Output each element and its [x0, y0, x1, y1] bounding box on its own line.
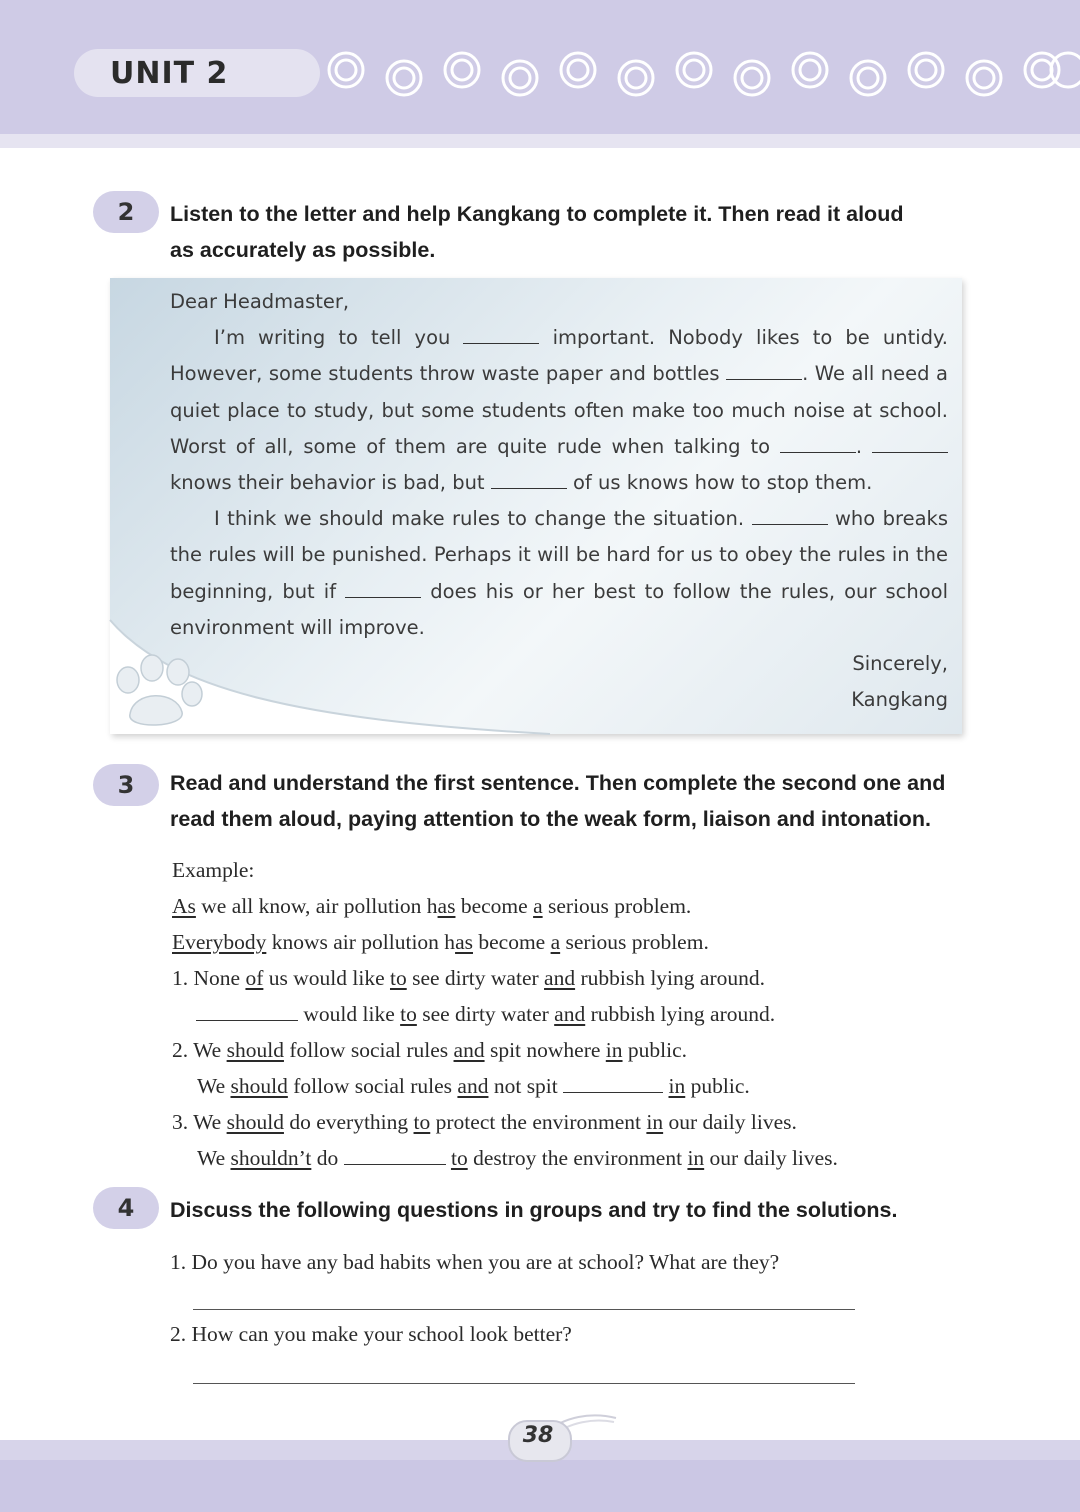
- example-sentence-2: Everybody knows air pollution has become a serious problem.: [172, 930, 709, 954]
- letter-paragraph-1: I’m writing to tell you important. Nobody likes to be untidy. However, some students throw waste paper and bottles . We all need a quiet place to study, but some students often make too much noise at school. Worst of all, some of them are quite rude when talking to . knows their behavior is bad, but of us knows how to stop them.: [170, 326, 948, 495]
- exercise-number-3: 3: [93, 764, 159, 806]
- discussion-question-2: 2. How can you make your school look better?: [170, 1322, 572, 1346]
- question-3-original: 3. We should do everything to protect the environment in our daily lives.: [172, 1110, 797, 1134]
- letter-closing: Sincerely,: [852, 652, 948, 676]
- exercise-number-2: 2: [93, 191, 159, 233]
- question-1-original: 1. None of us would like to see dirty water and rubbish lying around.: [172, 966, 765, 990]
- unit-title: UNIT 2: [110, 56, 229, 91]
- blank-5[interactable]: [491, 470, 567, 489]
- blank-7[interactable]: [345, 579, 421, 598]
- blank-2[interactable]: [726, 361, 802, 380]
- letter-paragraph-2: I think we should make rules to change the situation. who breaks the rules will be punished. Perhaps it will be hard for us to obey the rules in the beginning, but if does his or her best to follow the rules, our school environment will improve.: [170, 507, 949, 639]
- question-1-rewrite: would like to see dirty water and rubbish lying around.: [196, 996, 775, 1032]
- exercise-2-instruction: Listen to the letter and help Kangkang to complete it. Then read it aloud as accurately as possible.: [170, 202, 904, 262]
- letter-signature: Kangkang: [851, 688, 948, 712]
- page-number: 38: [522, 1423, 554, 1448]
- exercise-number-4: 4: [93, 1187, 159, 1229]
- blank-1[interactable]: [463, 325, 539, 344]
- blank-q1[interactable]: [196, 1002, 298, 1021]
- header-circle-decoration: [318, 44, 1080, 104]
- page-header-rule: [0, 134, 1080, 148]
- exercise-3-instruction: Read and understand the first sentence. Then complete the second one and read them aloud, paying attention to the weak form, liaison and intonation.: [170, 771, 946, 831]
- answer-line-1[interactable]: [193, 1308, 855, 1310]
- exercise-4-instruction: Discuss the following questions in groups and try to find the solutions.: [170, 1198, 898, 1222]
- discussion-question-1: 1. Do you have any bad habits when you are at school? What are they?: [170, 1250, 780, 1274]
- blank-3[interactable]: [780, 434, 856, 453]
- page-footer-band: [0, 1460, 1080, 1512]
- question-2-original: 2. We should follow social rules and spit nowhere in public.: [172, 1038, 688, 1062]
- blank-q3[interactable]: [344, 1146, 446, 1165]
- answer-line-2[interactable]: [193, 1382, 855, 1384]
- question-2-rewrite: We should follow social rules and not spit in public.: [197, 1074, 750, 1098]
- blank-6[interactable]: [752, 506, 828, 525]
- blank-4[interactable]: [872, 434, 948, 453]
- letter-greeting: Dear Headmaster,: [170, 290, 350, 313]
- question-3-rewrite: We shouldn’t do to destroy the environment in our daily lives.: [197, 1146, 838, 1170]
- letter-text: [170, 284, 948, 718]
- example-label: Example:: [172, 858, 255, 882]
- blank-q2[interactable]: [563, 1074, 663, 1093]
- example-sentence-1: As we all know, air pollution has become a serious problem.: [172, 894, 692, 918]
